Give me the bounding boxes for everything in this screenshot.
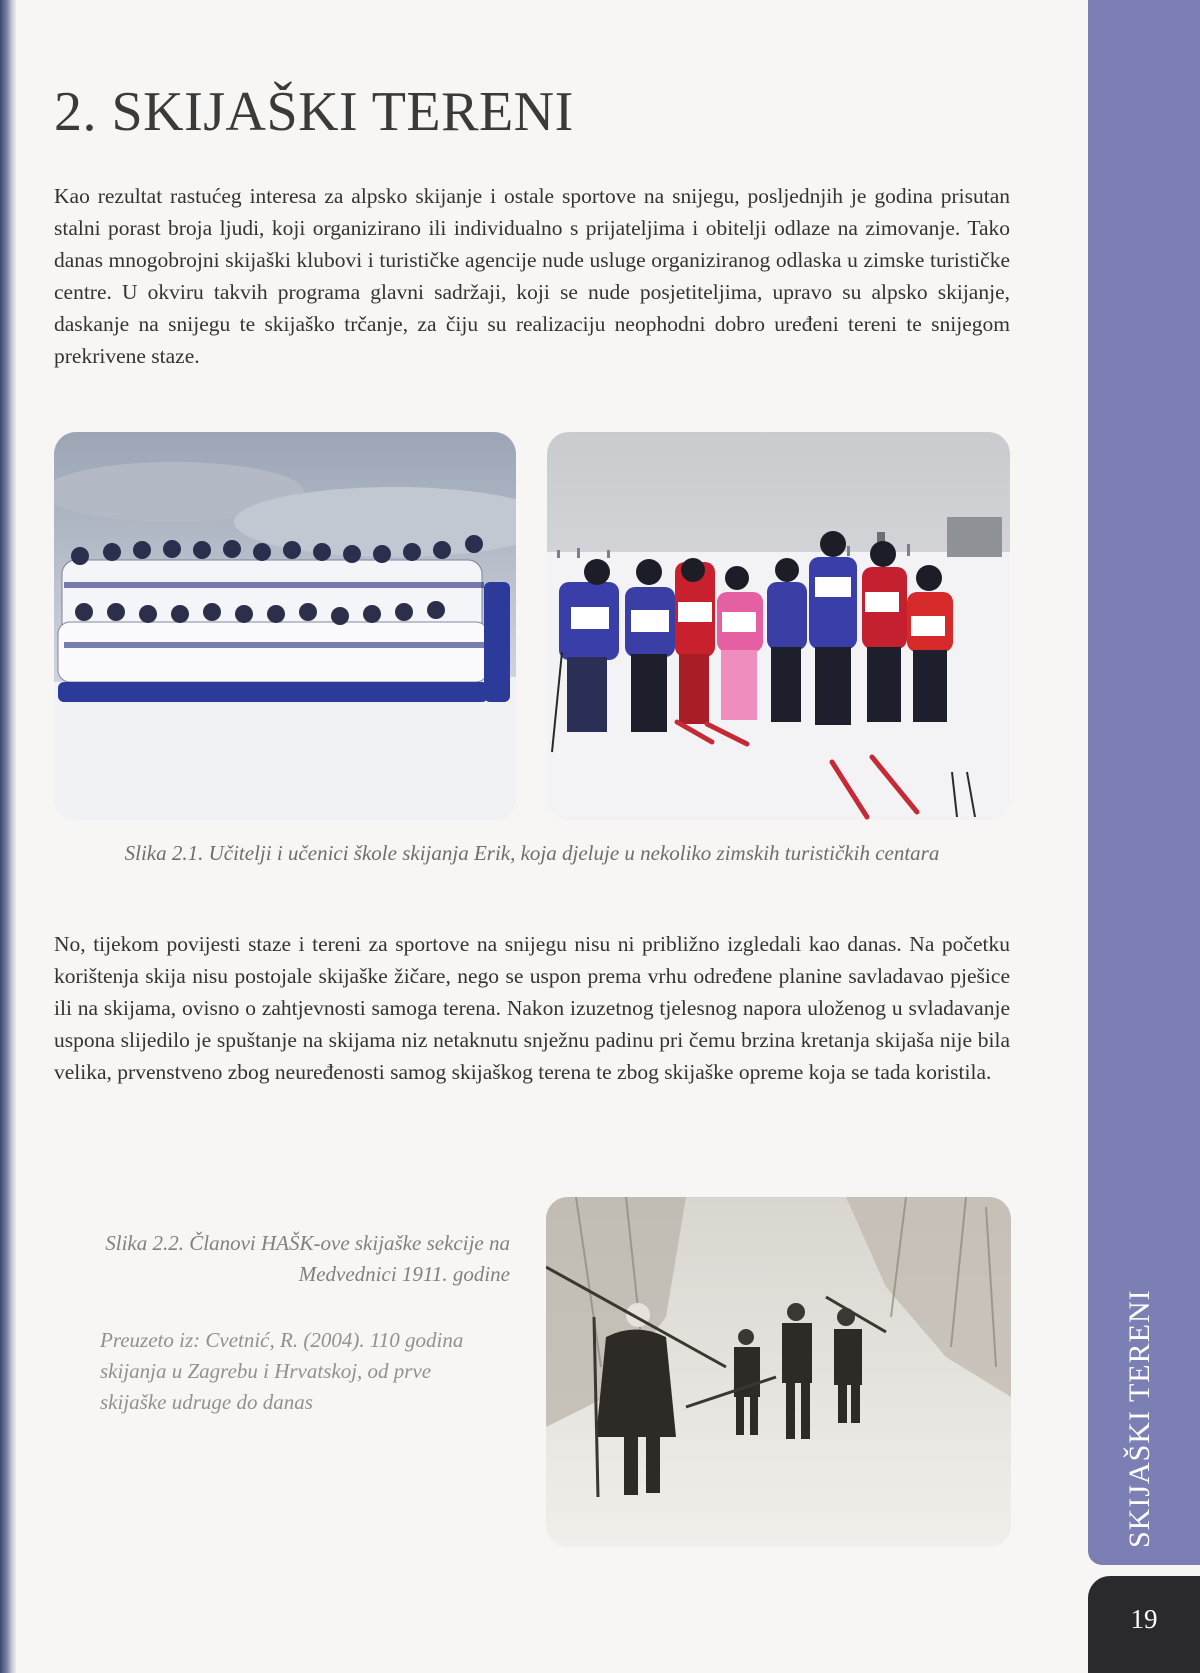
page-number: 19 (1130, 1604, 1158, 1634)
page-title: 2. SKIJAŠKI TERENI (54, 81, 574, 143)
photo-ski-students-with-bibs (547, 432, 1010, 820)
figure-caption-2-1: Slika 2.1. Učitelji i učenici škole skijanja Erik, koja djeluje u nekoliko zimskih turističkih centara (124, 841, 940, 865)
sidebar-chapter-label: SKIJAŠKI TERENI (1123, 1289, 1156, 1548)
paragraph-history: No, tijekom povijesti staze i tereni za sportove na snijegu nisu ni približno izgledali kao danas. Na početku korištenja skija nisu postojale skijaške žičare, nego se uspon prema vrhu određene planine savladavao pješice ili na skijama, ovisno o zahtjevnosti samoga terena. Nakon izuzetnog tjelesnog napora uloženog u svladavanje uspona slijedilo je spuštanje na skijama niz netaknutu snježnu padinu pri čemu brzina kretanja skijaša nije bila velika, prvenstveno zbog neuređenosti samog skijaškog terena te zbog skijaške opreme koja se tada koristila. (54, 932, 1010, 1084)
book-binding-edge (0, 0, 16, 1673)
figure-source-credit: Preuzeto iz: Cvetnić, R. (2004). 110 godina skijanja u Zagrebu i Hrvatskoj, od prve skijaške udruge do danas (100, 1328, 464, 1414)
photo-ski-instructors-group (54, 432, 516, 820)
figure-caption-2-2: Slika 2.2. Članovi HAŠK-ove skijaške sekcije na Medvednici 1911. godine (105, 1231, 510, 1286)
paragraph-intro: Kao rezultat rastućeg interesa za alpsko skijanje i ostale sportove na snijegu, posljednjih je godina prisutan stalni porast broja ljudi, koji organizirano ili individualno s prijateljima i obitelji odlaze na zimovanje. Tako danas mnogobrojni skijaški klubovi i turističke agencije nude usluge organiziranog odlaska u zimske turističke centre. U okviru takvih programa glavni sadržaji, koji se nude posjetiteljima, upravo su alpsko skijanje, daskanje na snijegu te skijaško trčanje, za čiju su realizaciju neophodni dobro uređeni tereni te snijegom prekrivene staze. (54, 184, 1010, 368)
photo-historic-skiers-1911 (546, 1197, 1011, 1547)
